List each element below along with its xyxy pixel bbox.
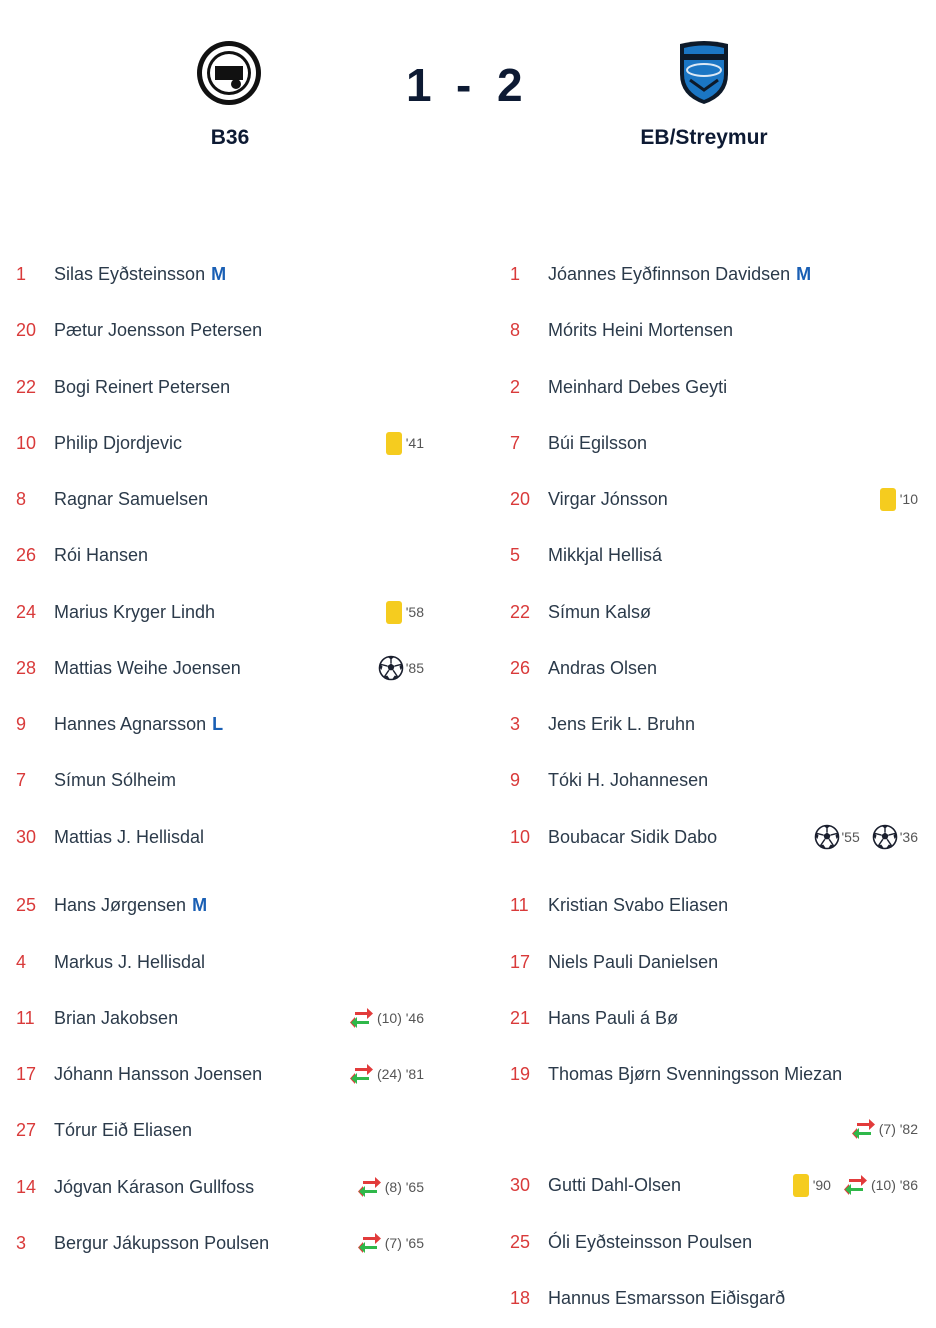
player-name[interactable]	[54, 653, 241, 683]
player-name-text[interactable]: Símun Kalsø	[548, 602, 652, 622]
player-name[interactable]	[54, 1172, 254, 1202]
player-name[interactable]	[548, 709, 695, 739]
player-row[interactable]	[510, 1227, 918, 1257]
event-minute: '36	[899, 829, 918, 845]
player-number: 8	[16, 489, 27, 509]
player-name[interactable]	[54, 709, 223, 739]
player-number: 7	[16, 770, 27, 790]
player-name-text[interactable]: Brian Jakobsen	[54, 1008, 179, 1028]
player-name[interactable]	[54, 822, 204, 852]
player-name-text[interactable]: Tóki H. Johannesen	[548, 770, 709, 790]
event-minute: (7) '65	[384, 1235, 424, 1251]
player-row[interactable]	[16, 1059, 424, 1089]
player-number: 3	[510, 714, 521, 734]
player-events	[349, 1003, 424, 1033]
substitution-event	[357, 1228, 424, 1258]
player-events	[357, 1228, 424, 1258]
home-score: 1	[406, 59, 432, 111]
event-minute: (7) '82	[878, 1121, 918, 1137]
player-name-text[interactable]: Niels Pauli Danielsen	[548, 952, 719, 972]
yellow-card-icon	[880, 488, 896, 511]
player-number: 26	[510, 658, 531, 678]
player-row[interactable]	[510, 1003, 918, 1033]
player-name-text[interactable]: Bogi Reinert Petersen	[54, 377, 231, 397]
player-events	[386, 428, 424, 458]
player-name[interactable]	[54, 428, 182, 458]
player-name-text[interactable]: Mattias J. Hellisdal	[54, 827, 205, 847]
player-row[interactable]	[510, 540, 918, 570]
player-number: 1	[510, 264, 521, 284]
player-name[interactable]	[54, 1059, 262, 1089]
player-name[interactable]	[54, 890, 207, 920]
substitution-event	[349, 1003, 424, 1033]
player-number: 9	[16, 714, 27, 734]
player-events-wrapped	[510, 1114, 918, 1144]
player-role-badge: M	[796, 264, 812, 284]
yellow-card-event	[386, 597, 424, 627]
player-name-text[interactable]: Búi Egilsson	[548, 433, 648, 453]
event-minute: '41	[405, 435, 424, 451]
player-name-text[interactable]: Boubacar Sidik Dabo	[548, 827, 718, 847]
player-row[interactable]	[510, 947, 918, 977]
substitution-event	[851, 1114, 918, 1144]
player-name[interactable]	[548, 947, 718, 977]
player-name-text[interactable]: Pætur Joensson Petersen	[54, 320, 263, 340]
player-name[interactable]	[548, 1283, 785, 1313]
player-name-text[interactable]: Símun Sólheim	[54, 770, 177, 790]
player-row[interactable]	[16, 315, 424, 345]
player-number: 2	[510, 377, 521, 397]
match-header	[0, 0, 936, 190]
player-name-text[interactable]: Kristian Svabo Eliasen	[548, 895, 729, 915]
player-number: 24	[16, 602, 37, 622]
player-name[interactable]	[54, 597, 215, 627]
player-number: 5	[510, 545, 521, 565]
player-name-text[interactable]: Marius Kryger Lindh	[54, 602, 216, 622]
player-row[interactable]	[510, 259, 918, 289]
soccer-ball-icon	[872, 824, 898, 850]
player-name[interactable]	[548, 1170, 681, 1200]
yellow-card-event	[793, 1170, 831, 1200]
player-number: 30	[16, 827, 37, 847]
player-name[interactable]	[548, 315, 733, 345]
event-minute: (24) '81	[376, 1066, 424, 1082]
soccer-ball-icon	[814, 824, 840, 850]
player-name-text[interactable]: Andras Olsen	[548, 658, 658, 678]
player-name-text[interactable]: Hans Jørgensen	[54, 895, 187, 915]
player-role-badge: M	[211, 264, 227, 284]
player-number: 21	[510, 1008, 531, 1028]
player-number: 7	[510, 433, 521, 453]
player-name[interactable]	[548, 1059, 842, 1089]
substitution-icon	[851, 1118, 877, 1140]
player-events	[793, 1170, 918, 1200]
player-number: 25	[510, 1232, 531, 1252]
player-name[interactable]	[548, 1227, 752, 1257]
player-number: 26	[16, 545, 37, 565]
player-number: 11	[510, 895, 529, 915]
event-minute: '10	[899, 491, 918, 507]
player-row[interactable]	[510, 315, 918, 345]
player-number: 20	[510, 489, 531, 509]
event-minute: (8) '65	[384, 1179, 424, 1195]
player-name[interactable]	[54, 259, 226, 289]
player-name-text[interactable]: Jóhann Hansson Joensen	[54, 1064, 263, 1084]
player-name-text[interactable]: Rói Hansen	[54, 545, 149, 565]
player-role-badge: M	[192, 895, 208, 915]
player-row[interactable]	[16, 428, 424, 458]
player-row[interactable]	[16, 372, 424, 402]
player-name[interactable]	[548, 765, 708, 795]
player-number: 27	[16, 1120, 37, 1140]
player-name[interactable]	[548, 1003, 678, 1033]
player-name[interactable]	[54, 1228, 269, 1258]
player-name-text[interactable]: Thomas Bjørn Svenningsson Miezan	[548, 1064, 843, 1084]
player-row[interactable]	[16, 1115, 424, 1145]
player-events	[386, 597, 424, 627]
player-name[interactable]	[548, 653, 657, 683]
player-number: 20	[16, 320, 37, 340]
player-name[interactable]	[548, 484, 668, 514]
player-events	[378, 653, 424, 683]
player-number: 17	[16, 1064, 37, 1084]
substitution-icon	[357, 1232, 383, 1254]
substitution-icon	[349, 1063, 375, 1085]
player-number: 14	[16, 1177, 37, 1197]
player-name-text[interactable]: Bergur Jákupsson Poulsen	[54, 1233, 270, 1253]
player-name[interactable]	[548, 540, 662, 570]
home-team-name[interactable]: B36	[210, 126, 250, 149]
player-name[interactable]	[548, 597, 651, 627]
substitution-icon	[843, 1174, 869, 1196]
event-minute: '90	[812, 1177, 831, 1193]
player-row[interactable]	[510, 1283, 918, 1313]
yellow-card-event	[880, 484, 918, 514]
player-name-text[interactable]: Óli Eyðsteinsson Poulsen	[548, 1232, 753, 1252]
player-number: 17	[510, 952, 531, 972]
player-number: 28	[16, 658, 37, 678]
player-number: 18	[510, 1288, 531, 1308]
player-events	[880, 484, 918, 514]
player-row[interactable]	[510, 372, 918, 402]
score-separator: -	[456, 59, 472, 111]
player-events	[357, 1172, 424, 1202]
player-number: 1	[16, 264, 27, 284]
player-name-text[interactable]: Philip Djordjevic	[54, 433, 183, 453]
substitution-icon	[357, 1176, 383, 1198]
event-minute: '55	[841, 829, 860, 845]
soccer-ball-icon	[378, 655, 404, 681]
player-row[interactable]	[16, 709, 424, 739]
player-row[interactable]	[16, 259, 424, 289]
player-name-text[interactable]: Meinhard Debes Geyti	[548, 377, 728, 397]
player-name-text[interactable]: Hannes Agnarsson	[54, 714, 207, 734]
player-name-text[interactable]: Silas Eyðsteinsson	[54, 264, 206, 284]
player-name[interactable]	[54, 1115, 192, 1145]
event-minute: '85	[405, 660, 424, 676]
substitution-event	[349, 1059, 424, 1089]
player-name-text[interactable]: Jógvan Kárason Gullfoss	[54, 1177, 255, 1197]
player-row[interactable]	[510, 709, 918, 739]
player-number: 19	[510, 1064, 531, 1084]
player-row[interactable]	[510, 1059, 918, 1089]
eb-streymur-logo[interactable]	[676, 40, 732, 106]
player-row[interactable]	[16, 653, 424, 683]
player-row[interactable]	[510, 653, 918, 683]
player-row[interactable]	[510, 765, 918, 795]
player-number: 4	[16, 952, 27, 972]
player-row[interactable]	[16, 597, 424, 627]
player-name[interactable]	[54, 540, 148, 570]
player-row[interactable]	[16, 822, 424, 852]
player-name[interactable]	[54, 1003, 178, 1033]
player-row[interactable]	[16, 1228, 424, 1258]
player-name-text[interactable]: Mattias Weihe Joensen	[54, 658, 241, 678]
player-name[interactable]	[548, 822, 717, 852]
player-row[interactable]	[16, 890, 424, 920]
player-row[interactable]	[510, 890, 918, 920]
player-number: 3	[16, 1233, 27, 1253]
event-minute: '58	[405, 604, 424, 620]
player-name[interactable]	[548, 890, 728, 920]
player-name[interactable]	[54, 765, 176, 795]
player-number: 11	[16, 1008, 35, 1028]
player-name-text[interactable]: Gutti Dahl-Olsen	[548, 1175, 682, 1195]
yellow-card-icon	[386, 432, 402, 455]
player-row[interactable]	[510, 484, 918, 514]
goal-event	[378, 653, 424, 683]
player-row[interactable]	[510, 1170, 918, 1200]
player-row[interactable]	[16, 765, 424, 795]
player-name-text[interactable]: Jens Erik L. Bruhn	[548, 714, 696, 734]
player-name[interactable]	[548, 259, 811, 289]
b36-logo[interactable]	[196, 40, 262, 106]
away-score: 2	[497, 59, 523, 111]
player-number: 9	[510, 770, 521, 790]
player-name-text[interactable]: Mikkjal Hellisá	[548, 545, 663, 565]
away-team-name[interactable]: EB/Streymur	[640, 126, 768, 149]
player-name[interactable]	[54, 484, 208, 514]
player-row[interactable]	[510, 428, 918, 458]
player-row[interactable]	[510, 822, 918, 852]
player-events	[349, 1059, 424, 1089]
player-row[interactable]	[510, 597, 918, 627]
event-minute: (10) '86	[870, 1177, 918, 1193]
goal-event	[872, 822, 918, 852]
player-row[interactable]	[16, 540, 424, 570]
player-row[interactable]	[16, 484, 424, 514]
player-name-text[interactable]: Hans Pauli á Bø	[548, 1008, 679, 1028]
player-role-badge: L	[212, 714, 224, 734]
event-minute: (10) '46	[376, 1010, 424, 1026]
player-name-text[interactable]: Hannus Esmarsson Eiðisgarð	[548, 1288, 786, 1308]
player-name[interactable]	[548, 372, 727, 402]
player-row[interactable]	[16, 947, 424, 977]
player-number: 22	[510, 602, 531, 622]
player-name-text[interactable]: Jóannes Eyðfinnson Davidsen	[548, 264, 791, 284]
substitution-icon	[349, 1007, 375, 1029]
player-number: 10	[510, 827, 531, 847]
player-events	[851, 1114, 918, 1144]
yellow-card-icon	[793, 1174, 809, 1197]
substitution-event	[843, 1170, 918, 1200]
player-name-text[interactable]: Virgar Jónsson	[548, 489, 668, 509]
player-name-text[interactable]: Tórur Eið Eliasen	[54, 1120, 193, 1140]
player-name-text[interactable]: Ragnar Samuelsen	[54, 489, 209, 509]
player-number: 8	[510, 320, 521, 340]
player-name[interactable]	[54, 947, 205, 977]
player-events	[814, 822, 919, 852]
player-row[interactable]	[16, 1003, 424, 1033]
player-number: 25	[16, 895, 37, 915]
substitution-event	[357, 1172, 424, 1202]
player-name[interactable]	[548, 428, 647, 458]
player-name[interactable]	[54, 372, 230, 402]
yellow-card-icon	[386, 601, 402, 624]
yellow-card-event	[386, 428, 424, 458]
player-number: 30	[510, 1175, 531, 1195]
player-name-text[interactable]: Mórits Heini Mortensen	[548, 320, 734, 340]
player-number: 10	[16, 433, 37, 453]
player-name[interactable]	[54, 315, 262, 345]
goal-event	[814, 822, 860, 852]
player-row[interactable]	[16, 1172, 424, 1202]
player-name-text[interactable]: Markus J. Hellisdal	[54, 952, 206, 972]
player-number: 22	[16, 377, 37, 397]
